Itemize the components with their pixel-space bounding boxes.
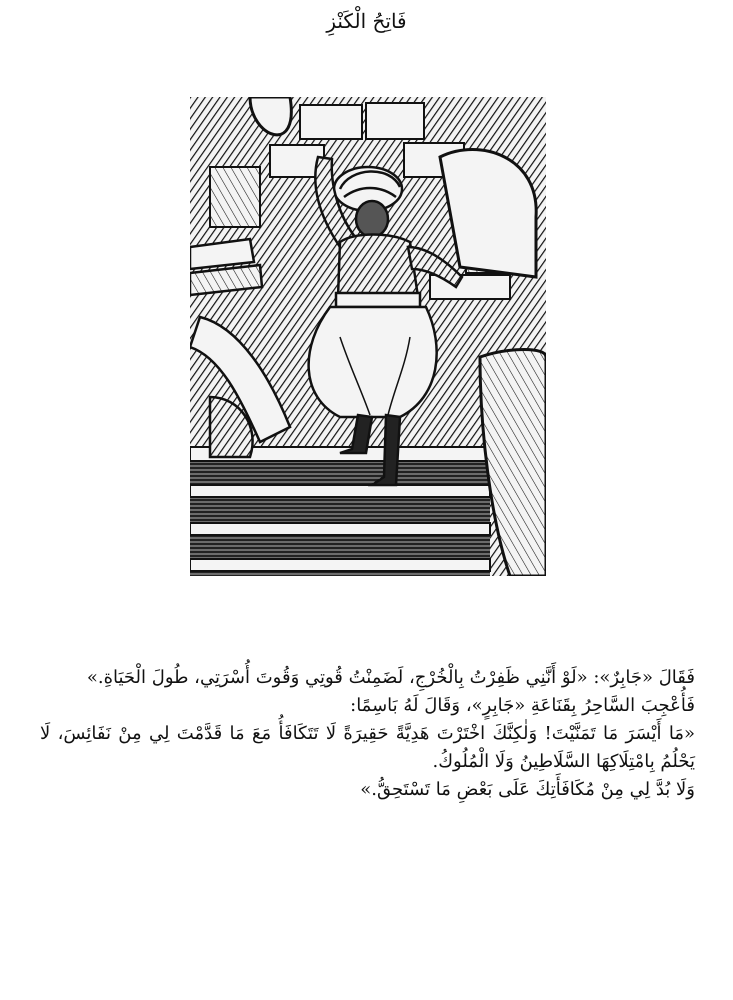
staircase bbox=[190, 447, 490, 576]
paragraph-magician-quote: «مَا أَيْسَرَ مَا تَمَنَّيْتَ! وَلٰكِنَّكَ اخْتَرْتَ هَدِيَّةً حَقِيرَةً لَا تَتَكَافَأُ مَعَ مَا قَدَّمْتَ لِي مِنْ نَفَائِسَ، لَا يَحْلُمُ بِامْتِلَاكِهَا السَّلَاطِينُ وَلَا الْمُلُوكُ. bbox=[40, 723, 695, 772]
page-title: فَاتِحُ الْكَنْزِ bbox=[326, 9, 407, 33]
paragraph-jabir-speaks: فَقَالَ «جَابِرٌ»: «لَوْ أَنَّنِي ظَفِرْتُ بِالْخُرْجِ، لَضَمِنْتُ قُوتِي وَقُوتَ أُسْرَتِي، طُولَ الْحَيَاةِ.» bbox=[86, 667, 695, 688]
story-text bbox=[40, 664, 695, 804]
paragraph-magician-admires: فَأُعْجِبَ السَّاحِرُ بِقَنَاعَةِ «جَابِرٍ»، وَقَالَ لَهُ بَاسِمًا: bbox=[350, 695, 695, 716]
paragraph-reward: وَلَا بُدَّ لِي مِنْ مُكَافَأَتِكَ عَلَى بَعْضِ مَا تَسْتَحِقُّ.» bbox=[360, 779, 695, 800]
story-illustration bbox=[190, 97, 546, 576]
